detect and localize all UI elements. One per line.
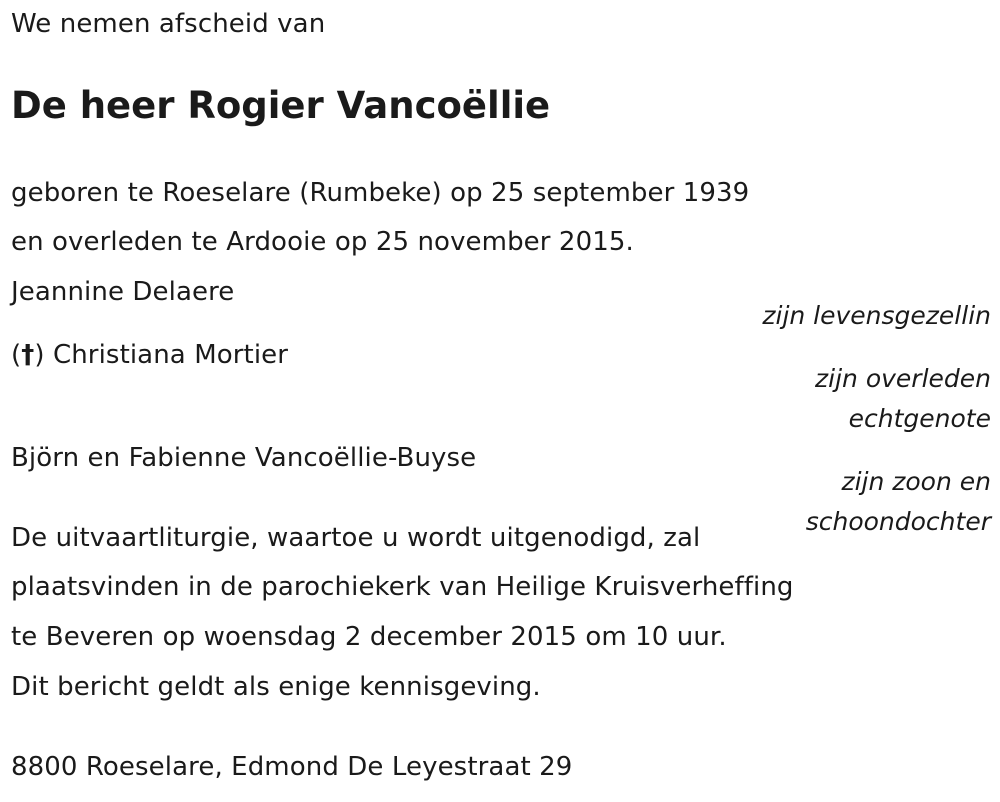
spouse-name: Christiana Mortier xyxy=(44,340,289,370)
birth-text: geboren te Roeselare (Rumbeke) op 25 september 1939 xyxy=(11,178,750,208)
funeral-line: Dit bericht geldt als enige kennisgeving. xyxy=(11,672,541,702)
intro-text: We nemen afscheid van xyxy=(11,9,326,39)
relation-line: echtgenote xyxy=(848,404,991,433)
funeral-line: plaatsvinden in de parochiekerk van Heilige Kruisverheffing xyxy=(11,572,794,602)
funeral-line: te Beveren op woensdag 2 december 2015 om 10 uur. xyxy=(11,622,727,652)
relation-line: zijn levensgezellin xyxy=(762,301,991,330)
cross-icon: † xyxy=(21,340,35,370)
relative-relation-spouse xyxy=(815,359,991,439)
relation-line: zijn overleden xyxy=(815,364,991,393)
address-text: 8800 Roeselare, Edmond De Leyestraat 29 xyxy=(11,752,573,782)
relative-relation-partner xyxy=(762,296,991,336)
relative-relation-son xyxy=(806,462,991,542)
relative-name-spouse xyxy=(11,339,288,371)
relative-name-son: Björn en Fabienne Vancoëllie-Buyse xyxy=(11,443,477,473)
paren-open: ( xyxy=(11,340,22,370)
death-text: en overleden te Ardooie op 25 november 2015. xyxy=(11,227,634,257)
relative-name-partner: Jeannine Delaere xyxy=(11,277,235,307)
relation-line: zijn zoon en xyxy=(841,467,991,496)
funeral-line: De uitvaartliturgie, waartoe u wordt uitgenodigd, zal xyxy=(11,523,701,553)
relation-line: schoondochter xyxy=(805,507,991,536)
paren-close: ) xyxy=(34,340,45,370)
deceased-name: De heer Rogier Vancoëllie xyxy=(11,84,551,127)
